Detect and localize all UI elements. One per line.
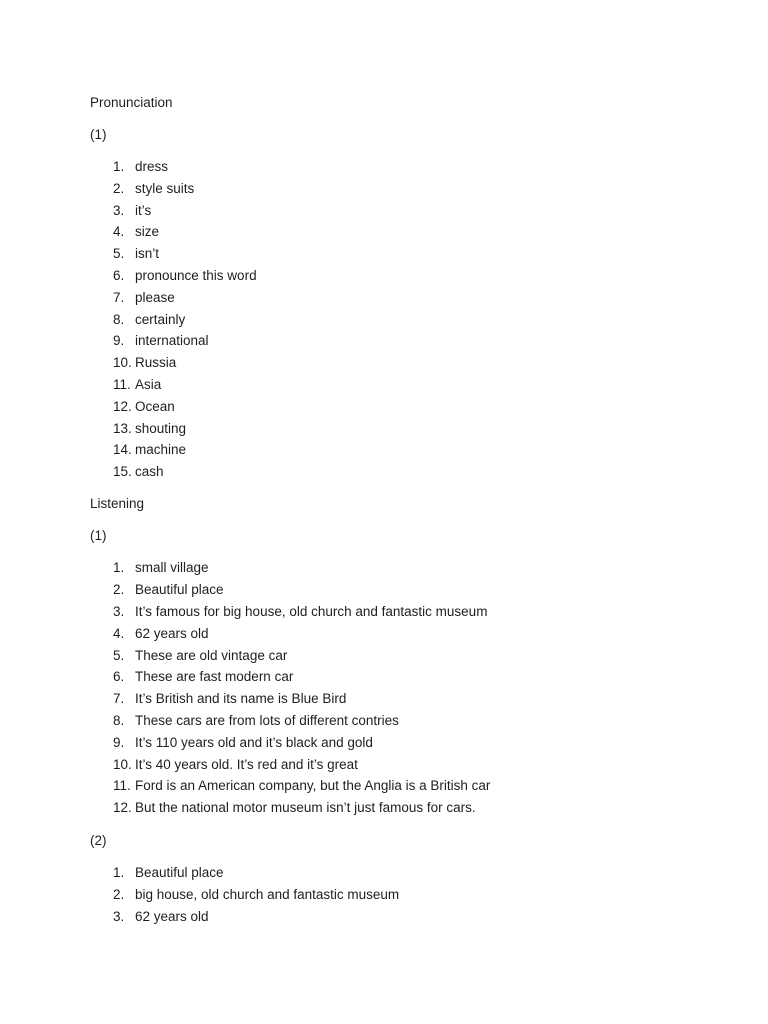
list-number: 9. bbox=[113, 734, 125, 750]
list-item bbox=[90, 330, 690, 352]
list-item bbox=[90, 862, 690, 884]
list-item-text: cash bbox=[135, 464, 164, 480]
list-number: 6. bbox=[113, 267, 125, 283]
list-number: 12. bbox=[113, 800, 132, 816]
list-item bbox=[90, 775, 690, 797]
list-number: 2. bbox=[113, 886, 125, 902]
list-item-text: It’s 40 years old. It’s red and it’s great bbox=[135, 756, 358, 772]
list-number: 7. bbox=[113, 691, 125, 707]
list-number: 8. bbox=[113, 311, 125, 327]
list-item-text: please bbox=[135, 289, 175, 305]
list-item-text: Asia bbox=[135, 376, 162, 392]
list-item-text: dress bbox=[135, 159, 169, 174]
pronunciation-list bbox=[90, 156, 690, 483]
list-item-text: 62 years old bbox=[135, 908, 209, 924]
list-number: 15. bbox=[113, 464, 132, 480]
list-item bbox=[90, 623, 690, 645]
list-item bbox=[90, 710, 690, 732]
list-item bbox=[90, 418, 690, 440]
document-page bbox=[90, 93, 690, 939]
list-item-text: style suits bbox=[135, 180, 195, 196]
list-item bbox=[90, 666, 690, 688]
list-item-text: Russia bbox=[135, 355, 177, 371]
list-number: 5. bbox=[113, 647, 125, 663]
list-item-text: pronounce this word bbox=[135, 267, 257, 283]
list-number: 14. bbox=[113, 442, 132, 458]
list-item bbox=[90, 579, 690, 601]
list-number: 3. bbox=[113, 604, 125, 620]
list-item-text: Ocean bbox=[135, 398, 175, 414]
list-item-text: machine bbox=[135, 442, 187, 458]
part-label: (2) bbox=[90, 832, 107, 848]
list-item-text: big house, old church and fantastic museum bbox=[135, 886, 400, 902]
list-item-text: international bbox=[135, 333, 209, 349]
list-item bbox=[90, 352, 690, 374]
list-item bbox=[90, 396, 690, 418]
section-heading-pronunciation: Pronunciation bbox=[90, 95, 173, 110]
list-item-text: These are fast modern car bbox=[135, 669, 294, 685]
section-heading-listening: Listening bbox=[90, 496, 145, 512]
list-number: 13. bbox=[113, 420, 132, 436]
list-number: 9. bbox=[113, 333, 125, 349]
list-item-text: size bbox=[135, 224, 160, 240]
listening-list-2 bbox=[90, 862, 690, 927]
list-item bbox=[90, 309, 690, 331]
list-item bbox=[90, 156, 690, 178]
list-item bbox=[90, 439, 690, 461]
list-number: 8. bbox=[113, 713, 125, 729]
list-item-text: It’s famous for big house, old church and fantastic museum bbox=[135, 604, 488, 620]
list-item bbox=[90, 178, 690, 200]
list-item bbox=[90, 265, 690, 287]
list-number: 1. bbox=[113, 865, 125, 881]
list-number: 1. bbox=[113, 159, 125, 174]
list-item-text: it’s bbox=[135, 202, 152, 218]
list-number: 5. bbox=[113, 246, 125, 262]
listening-list-1 bbox=[90, 557, 690, 819]
list-item-text: It’s 110 years old and it’s black and gold bbox=[135, 734, 373, 750]
list-item-text: 62 years old bbox=[135, 625, 209, 641]
list-item bbox=[90, 645, 690, 667]
list-number: 4. bbox=[113, 224, 125, 240]
list-item-text: isn’t bbox=[135, 246, 160, 262]
list-item-text: shouting bbox=[135, 420, 187, 436]
list-item bbox=[90, 906, 690, 928]
list-number: 12. bbox=[113, 398, 132, 414]
list-item-text: But the national motor museum isn’t just famous for cars. bbox=[135, 800, 476, 816]
list-item bbox=[90, 732, 690, 754]
list-item bbox=[90, 374, 690, 396]
list-number: 1. bbox=[113, 560, 125, 576]
list-item bbox=[90, 287, 690, 309]
list-number: 3. bbox=[113, 202, 125, 218]
list-item-text: Beautiful place bbox=[135, 582, 224, 598]
list-number: 10. bbox=[113, 756, 132, 772]
list-item bbox=[90, 461, 690, 483]
part-label: (1) bbox=[90, 527, 107, 543]
list-item bbox=[90, 601, 690, 623]
list-item-text: Ford is an American company, but the Anglia is a British car bbox=[135, 778, 491, 794]
list-item bbox=[90, 688, 690, 710]
list-number: 4. bbox=[113, 625, 125, 641]
list-item-text: It’s British and its name is Blue Bird bbox=[135, 691, 347, 707]
list-number: 11. bbox=[113, 778, 131, 794]
list-number: 10. bbox=[113, 355, 132, 371]
list-number: 6. bbox=[113, 669, 125, 685]
list-number: 3. bbox=[113, 908, 125, 924]
list-item bbox=[90, 884, 690, 906]
list-item bbox=[90, 243, 690, 265]
list-item-text: These are old vintage car bbox=[135, 647, 288, 663]
list-item-text: These cars are from lots of different contries bbox=[135, 713, 399, 729]
list-number: 2. bbox=[113, 582, 125, 598]
list-number: 7. bbox=[113, 289, 125, 305]
list-item bbox=[90, 754, 690, 776]
list-item-text: Beautiful place bbox=[135, 865, 224, 881]
list-number: 11. bbox=[113, 376, 131, 392]
list-item-text: small village bbox=[135, 560, 209, 576]
list-item-text: certainly bbox=[135, 311, 186, 327]
part-label: (1) bbox=[90, 126, 107, 142]
list-item bbox=[90, 797, 690, 819]
list-item bbox=[90, 557, 690, 579]
list-number: 2. bbox=[113, 180, 125, 196]
list-item bbox=[90, 221, 690, 243]
list-item bbox=[90, 200, 690, 222]
